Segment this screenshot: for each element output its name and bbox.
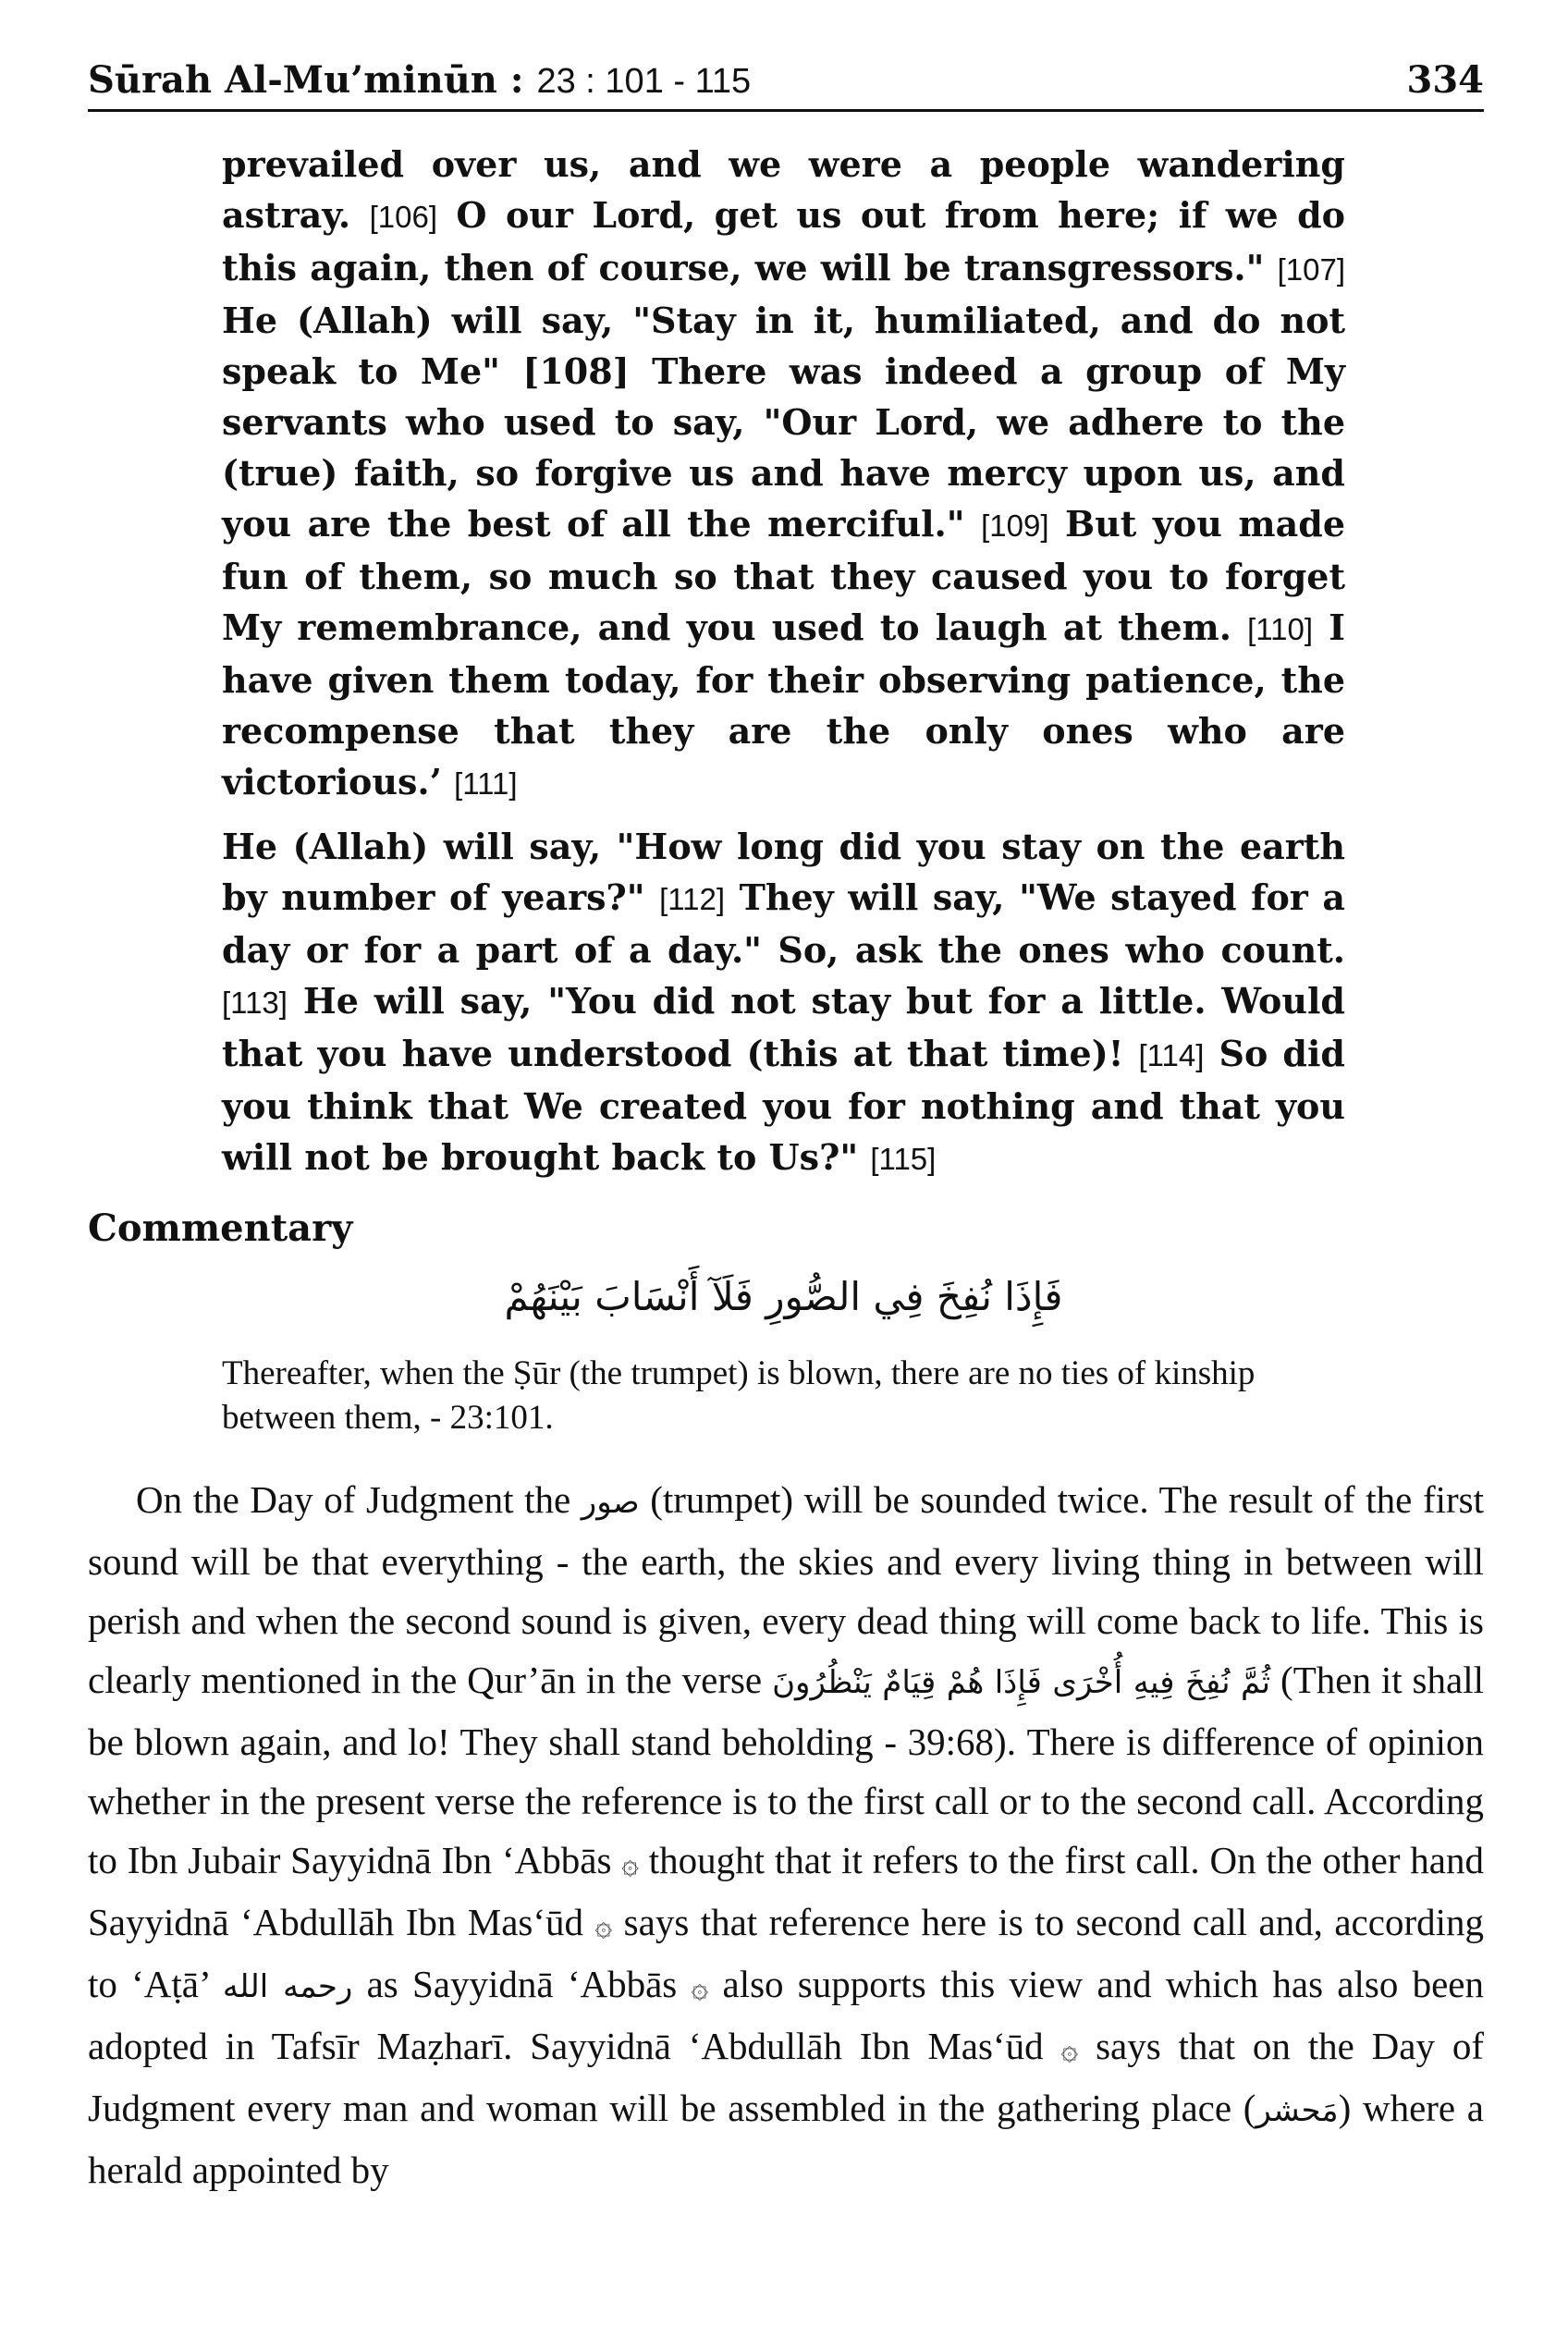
- honorific-icon: ۞: [691, 1969, 709, 2004]
- verse-number: [114]: [1138, 1038, 1205, 1072]
- verse-translation-caption: Thereafter, when the Ṣūr (the trumpet) is blown, there are no ties of kinship between them, - 23:101.: [222, 1354, 1256, 1437]
- verse-number: [109]: [981, 508, 1049, 543]
- translation-paragraph: He (Allah) will say, "How long did you stay on the earth by number of years?" [112] They will say, "We stayed for a day or for a part of a day." So, ask the ones who count. [113] He will say, "You did not stay but for a little. Would that you have understood (this at that time)! [114] So did you think that We created you for nothing and that you will not be brought back to Us?" [115]: [222, 826, 1345, 1178]
- verse-number: [107]: [1277, 252, 1345, 287]
- page-number: 334: [1406, 58, 1484, 102]
- verse-number: [112]: [659, 882, 726, 916]
- honorific-icon: ۞: [1060, 2031, 1079, 2066]
- commentary-heading: Commentary: [88, 1206, 353, 1250]
- arabic-verse: فَإِذَا نُفِخَ فِي الصُّورِ فَلَآ أَنْسَابَ بَيْنَهُمْ: [504, 1274, 1063, 1319]
- translation-paragraph: prevailed over us, and we were a people wandering astray. [106] O our Lord, get us out from here; if we do this again, then of course, we will be transgressors." [107] He (Allah) will say, "Stay in it, humiliated, and do not speak to Me" [108] There was indeed a group of My servants who used to say, "Our Lord, we adhere to the (true) faith, so forgive us and have mercy upon us, and you are the best of all the merciful." [109] But you made fun of them, so much so that they caused you to forget My remembrance, and you used to laugh at them. [110] I have given them today, for their observing patience, the recompense that they are the only ones who are victorious.’ [111]: [222, 143, 1346, 802]
- arabic-inline-text: مَحشر: [1256, 2092, 1339, 2129]
- verse-number: [113]: [222, 986, 288, 1020]
- verse-number: [106]: [369, 200, 437, 234]
- verse-number: [111]: [454, 766, 518, 801]
- verse-number: [110]: [1247, 612, 1314, 646]
- running-header: [88, 54, 1484, 112]
- arabic-inline-text: ثُمَّ نُفِخَ فِيهِ أُخْرَى فَإِذَا هُمْ قِيَامٌ يَنْظُرُونَ: [772, 1664, 1271, 1701]
- verse-number: [115]: [870, 1142, 937, 1176]
- commentary-body: On the Day of Judgment the صور (trumpet) will be sounded twice. The result of the first sound will be that everything - the earth, the skies and every living thing in between will perish and when the second sound is given, every dead thing will come back to life. This is clearly mentioned in the Qur’ān in the verse ثُمَّ نُفِخَ فِيهِ أُخْرَى فَإِذَا هُمْ قِيَامٌ يَنْظُرُونَ (Then it shall be blown again, and lo! They shall stand beholding - 39:68). There is difference of opinion whether in the present verse the reference is to the first call or to the second call. According to Ibn Jubair Sayyidnā Ibn ‘Abbās ۞ thought that it refers to the first call. On the other hand Sayyidnā ‘Abdullāh Ibn Mas‘ūd ۞ says that reference here is to second call and, according to ‘Aṭā’ رحمه الله as Sayyidnā ‘Abbās ۞ also supports this view and which has also been adopted in Tafsīr Maẓharī. Sayyidnā ‘Abdullāh Ibn Mas‘ūd ۞ says that on the Day of Judgment every man and woman will be assembled in the gathering place (مَحشر) where a herald appointed by: [88, 1478, 1485, 2191]
- arabic-inline-text: رحمه الله: [222, 1968, 353, 2005]
- arabic-inline-text: صور: [581, 1484, 640, 1521]
- surah-title: Sūrah Al-Mu’minūn : 23 : 101 - 115: [88, 58, 752, 102]
- verse-range: 23 : 101 - 115: [536, 62, 752, 101]
- honorific-icon: ۞: [621, 1845, 639, 1880]
- honorific-icon: ۞: [594, 1907, 613, 1942]
